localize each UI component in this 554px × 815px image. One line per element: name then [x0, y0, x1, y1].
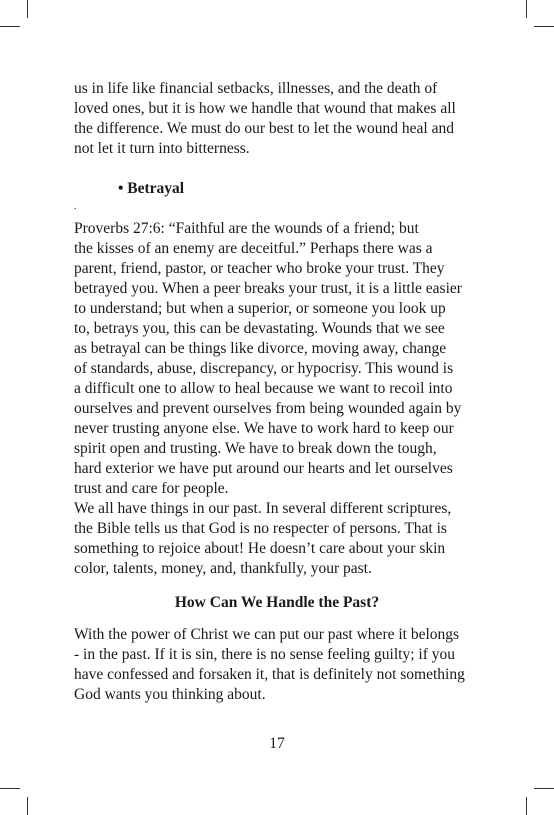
text-line: not let it turn into bitterness.	[74, 140, 250, 157]
text-line: ourselves and prevent ourselves from being wounded again by	[74, 400, 462, 417]
text-line: as betrayal can be things like divorce, moving away, change	[74, 340, 447, 357]
crop-mark-bottom-left	[27, 797, 28, 815]
text-line: hard exterior we have put around our hearts and let ourselves	[74, 460, 453, 477]
text-line: the kisses of an enemy are deceitful.” Perhaps there was a	[74, 240, 433, 257]
text-line: Proverbs 27:6: “Faithful are the wounds of a friend; but	[74, 220, 419, 237]
crop-mark-top-right-h	[534, 26, 554, 27]
text-line: something to rejoice about! He doesn’t care about your skin	[74, 540, 446, 557]
text-line: the difference. We must do our best to let the wound heal and	[74, 120, 454, 137]
crop-mark-bottom-left-h	[0, 788, 20, 789]
text-line: have confessed and forsaken it, that is definitely not something	[74, 666, 465, 683]
section-heading: How Can We Handle the Past?	[174, 594, 380, 611]
text-line: to understand; but when a superior, or someone you look up	[74, 300, 446, 317]
text-line: - in the past. If it is sin, there is no sense feeling guilty; if you	[74, 646, 455, 663]
text-line: God wants you thinking about.	[74, 686, 266, 703]
text-line: betrayed you. When a peer breaks your trust, it is a little easier	[74, 280, 462, 297]
text-line: the Bible tells us that God is no respecter of persons. That is	[74, 520, 447, 537]
crop-mark-bottom-right-h	[534, 788, 554, 789]
text-line: spirit open and trusting. We have to break down the tough,	[74, 440, 437, 457]
page-number: 17	[269, 735, 285, 752]
stray-dot: .	[74, 201, 77, 212]
text-line: color, talents, money, and, thankfully, your past.	[74, 560, 372, 577]
text-line: of standards, abuse, discrepancy, or hypocrisy. This wound is	[74, 360, 454, 377]
crop-mark-bottom-right	[526, 797, 527, 815]
crop-mark-top-right	[526, 0, 527, 18]
text-line: With the power of Christ we can put our past where it belongs	[74, 626, 460, 643]
text-line: us in life like financial setbacks, illnesses, and the death of	[74, 80, 438, 97]
betrayal-heading: • Betrayal	[118, 180, 185, 197]
crop-mark-top-left	[27, 0, 28, 18]
text-line: parent, friend, pastor, or teacher who broke your trust. They	[74, 260, 445, 277]
text-line: never trusting anyone else. We have to work hard to keep our	[74, 420, 454, 437]
text-line: We all have things in our past. In several different scriptures,	[74, 500, 452, 517]
text-line: a difficult one to allow to heal because we want to recoil into	[74, 380, 453, 397]
text-line: trust and care for people.	[74, 480, 229, 497]
text-line: loved ones, but it is how we handle that wound that makes all	[74, 100, 456, 117]
text-line: to, betrays you, this can be devastating. Wounds that we see	[74, 320, 445, 337]
crop-mark-top-left-h	[0, 26, 20, 27]
